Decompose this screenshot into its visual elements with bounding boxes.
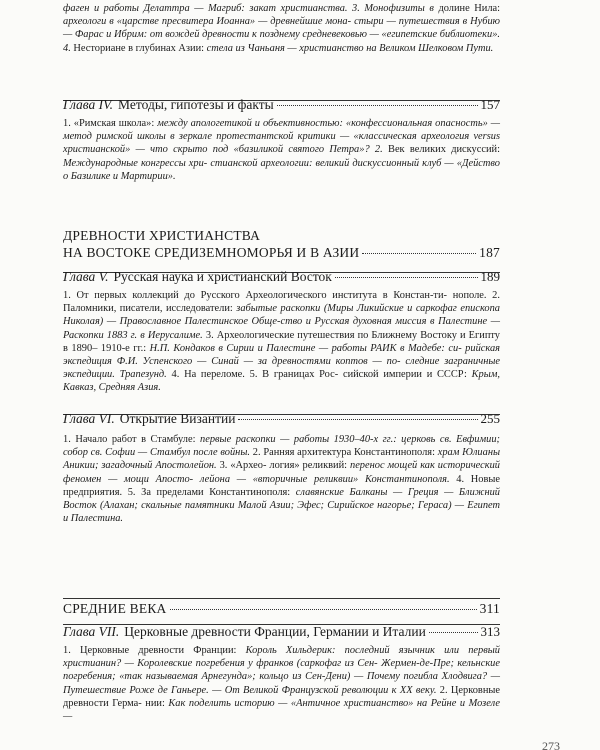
text-run: логия» реликвий: bbox=[269, 460, 350, 472]
text-run: 5. За пределами Константинополя: bbox=[127, 486, 296, 498]
desc-paragraph bbox=[63, 289, 500, 395]
text-run: 4. На переломе. 5. В границах Рос- bbox=[171, 369, 339, 381]
text-run: Магриб: закат христианства. 3. Монофизиты в bbox=[208, 3, 434, 14]
toc-desc-block-2 bbox=[63, 117, 500, 183]
text-run: первый христианин? — Королевские погребения у франков (саркофаг из Сен- bbox=[63, 645, 500, 670]
text-run: перенос мощей как исторический феномен — мощи Апосто- bbox=[63, 460, 500, 485]
leader-dots bbox=[277, 105, 478, 106]
chapter-label: Глава VII. bbox=[63, 624, 120, 639]
text-run: позднему средневековью — «египетские библиотеки». 4. bbox=[63, 29, 501, 54]
toc-section-2[interactable] bbox=[63, 601, 500, 618]
text-run: Век великих дискуссий: bbox=[388, 144, 500, 156]
text-run: лейона — «вторичные реликвии» Константинополя. bbox=[199, 473, 457, 485]
text-run: археологи в «царстве пресвитера Иоанна» — древнейшие мона- bbox=[63, 16, 352, 28]
text-run: Мартирии». bbox=[120, 170, 176, 182]
toc-entry-chapter-7[interactable] bbox=[63, 624, 500, 640]
text-run: 3. «Архео- bbox=[219, 460, 267, 472]
desc-paragraph bbox=[63, 2, 500, 55]
text-run: Азии: bbox=[178, 42, 207, 54]
text-run: «классическая археология versus христианской» — что скрыто под «базиликой bbox=[63, 131, 500, 156]
text-run: храм Юлианы Аникии; загадочный Апостолейон. bbox=[63, 447, 501, 472]
text-run: Король Хильдерик: последний язычник или bbox=[245, 645, 460, 656]
text-run: стыри — путешествия в Нубию — Фарас и Ибрим: от вождей древности к bbox=[63, 16, 500, 41]
toc-desc-block-5 bbox=[63, 644, 500, 723]
text-run: 1. Церковные древности Франции: bbox=[63, 645, 246, 656]
text-run: Ликийские и саркофаг епископа Николая) — Православное Палестинское Обще-ство bbox=[63, 303, 500, 328]
page-number: 157 bbox=[480, 97, 500, 112]
text-run: нополе. 2. Паломники, писатели, исследователи: bbox=[63, 290, 500, 315]
text-run: славянские Балканы — Греция — Ближний bbox=[295, 486, 500, 498]
toc-desc-block-1 bbox=[63, 2, 500, 55]
text-run: св. Евфимии; собор св. Софии — Стамбул после войны. bbox=[63, 434, 500, 459]
text-run: 4. Новые предприятия. bbox=[63, 473, 500, 498]
text-run: долине Нила: bbox=[438, 3, 501, 14]
text-run: 1. От первых коллекций до Русского Археологического института в Констан-ти- bbox=[63, 290, 447, 301]
text-run: Несториане в глубинах bbox=[73, 42, 176, 54]
leader-dots bbox=[429, 632, 478, 633]
text-run: Гераса) — Египет и Палестина. bbox=[63, 500, 500, 525]
text-run: От Великой Французской революции к XX веку. bbox=[224, 684, 440, 696]
toc-desc-block-4 bbox=[63, 433, 500, 525]
toc-entry-chapter-4[interactable] bbox=[63, 97, 500, 113]
text-run: Крым, Кавказ, Средняя Азия. bbox=[63, 369, 500, 394]
leader-dots bbox=[335, 277, 478, 278]
chapter-label: Глава VI. bbox=[63, 411, 115, 426]
desc-paragraph bbox=[63, 644, 500, 723]
chapter-label: Глава V. bbox=[63, 269, 109, 284]
text-run: опасность» — метод римской школы в зеркале протестантской критики — bbox=[63, 118, 500, 143]
text-run: 1910-е гг.: bbox=[100, 342, 150, 354]
desc-paragraph bbox=[63, 117, 500, 183]
text-run: забытые раскопки (Миры bbox=[236, 303, 354, 315]
text-run: Жермен-де-Пре; кельнские погребения; «так называемая Арнегунда»; кольцо из bbox=[63, 658, 500, 683]
text-run: следние заграничные экспедиции. Трапезунд. bbox=[63, 356, 500, 381]
toc-entry-chapter-5[interactable] bbox=[63, 269, 500, 285]
text-run: 1. Начало работ в Стамбуле: bbox=[63, 434, 201, 445]
section-title: СРЕДНИЕ ВЕКА bbox=[63, 601, 167, 616]
chapter-title: Церковные древности Франции, Германии и Италии bbox=[124, 624, 426, 639]
text-run: 1. «Римская школа»: bbox=[63, 118, 158, 129]
text-run: 2. Ранняя архитектура bbox=[252, 447, 352, 459]
text-run: сийской империи и СССР: bbox=[342, 369, 472, 381]
toc-section-1[interactable] bbox=[63, 228, 500, 261]
text-run: первые раскопки — работы 1930–40-х гг.: церковь bbox=[200, 434, 436, 445]
chapter-label: Глава IV. bbox=[63, 97, 114, 112]
text-run: стела из Чаньаня — христианство на Великом Шелковом Пути. bbox=[206, 42, 494, 54]
divider bbox=[63, 598, 500, 599]
text-run: фаген и работы Делаттра — bbox=[63, 3, 209, 14]
leader-dots bbox=[238, 419, 477, 420]
chapter-title: Методы, гипотезы и факты bbox=[118, 97, 274, 112]
desc-paragraph bbox=[63, 433, 500, 525]
toc-entry-chapter-6[interactable] bbox=[63, 411, 500, 427]
text-run: Сен-Дени) — Почему погибла Хлодвига? — Путешествие Роже де Ганьере. — bbox=[63, 671, 500, 696]
text-run: 2. Церковные древности Герма- bbox=[63, 684, 500, 709]
text-run: стианской археологии: великий дискуссионный клуб — «Действо о Базилике и bbox=[63, 157, 500, 182]
text-run: Как поделить историю — «Античное христианство» на Рейне и Мозеле — bbox=[63, 697, 500, 723]
leader-dots bbox=[362, 253, 476, 254]
chapter-title: Русская наука и христианский Восток bbox=[113, 269, 332, 284]
page-number: 255 bbox=[480, 411, 500, 426]
text-run: рийская экспедиция Ф.И. Успенского — Синай — за древностями коптов — по- bbox=[63, 342, 500, 368]
toc-desc-block-3 bbox=[63, 289, 500, 395]
text-run: нии: bbox=[145, 697, 169, 709]
text-run: между апологетикой и объективностью: «конфессиональная bbox=[157, 118, 433, 129]
leader-dots bbox=[170, 609, 477, 610]
text-run: Н.П. Кондаков в Сирии и Палестине — работы РАИК в Мадебе: си- bbox=[149, 342, 462, 354]
section-title-line-1: ДРЕВНОСТИ ХРИСТИАНСТВА bbox=[63, 228, 261, 243]
page-number: 189 bbox=[480, 269, 500, 284]
text-run: Константинополя: bbox=[354, 447, 438, 459]
text-run: и Русская духовная миссия в Палестине — Раскопки 1883 г. в Иерусалиме. bbox=[63, 316, 500, 341]
page-number: 187 bbox=[479, 244, 500, 260]
page-number: 311 bbox=[479, 601, 500, 616]
text-run: Восток (Алахан; скальные памятники Малой Азии; Эфес; Сирийское нагорье; bbox=[63, 500, 415, 512]
text-run: святого Петра»? 2. bbox=[288, 144, 389, 156]
text-run: 3. Археологические путешествия по Ближнему Востоку и Египту в 1890– bbox=[63, 329, 500, 354]
text-run: Международные конгрессы хри- bbox=[63, 157, 208, 169]
section-title-line-2: НА ВОСТОКЕ СРЕДИЗЕМНОМОРЬЯ И В АЗИИ bbox=[63, 244, 360, 260]
page-number: 313 bbox=[480, 624, 500, 639]
chapter-title: Открытие Византии bbox=[119, 411, 236, 426]
page-number-fragment: 273 bbox=[542, 739, 560, 750]
